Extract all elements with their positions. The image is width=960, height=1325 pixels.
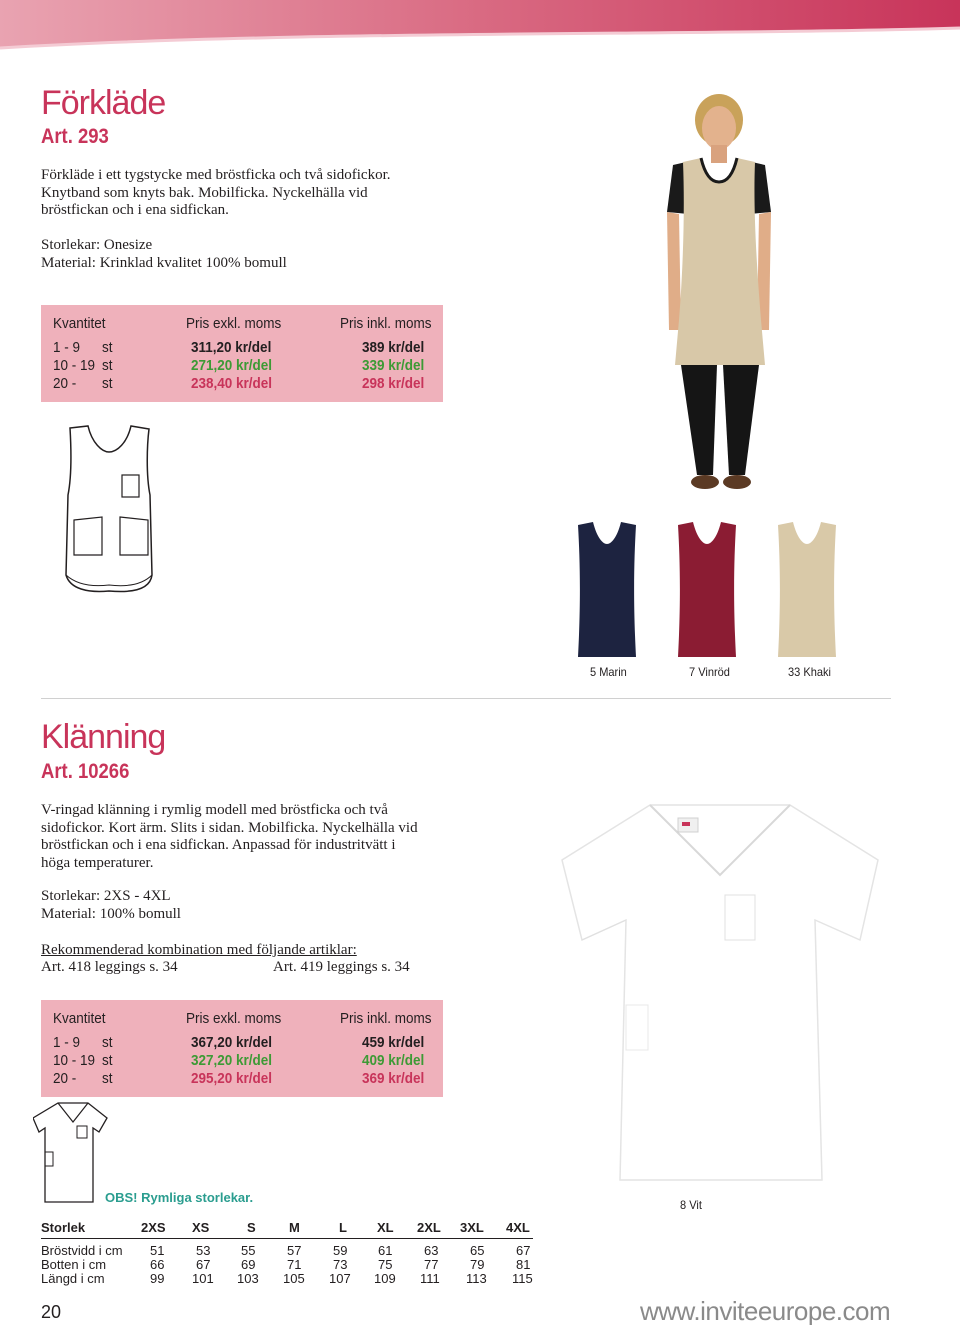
td: 51	[150, 1243, 165, 1258]
td: 101	[192, 1271, 214, 1286]
th: M	[289, 1220, 300, 1235]
top-banner	[0, 0, 960, 60]
page-number: 20	[41, 1302, 62, 1322]
td: 111	[420, 1271, 440, 1286]
td: 66	[150, 1257, 165, 1272]
desc-line: Knytband som knyts bak. Mobilficka. Nyckelhälla vid	[41, 184, 368, 201]
price-excl: 238,40 kr/del	[191, 375, 273, 392]
price-header-row	[41, 315, 443, 333]
th: 2XS	[141, 1220, 166, 1235]
unit: st	[102, 1052, 113, 1069]
apron-sketch	[62, 425, 157, 595]
header-quantity: Kvantitet	[53, 1010, 106, 1027]
th: XL	[377, 1220, 394, 1235]
td: Längd i cm	[41, 1271, 105, 1286]
desc-line: Förkläde i ett tygstycke med bröstficka och två sidofickor.	[41, 167, 391, 183]
apron-article-number: Art. 293	[41, 125, 109, 148]
td: 61	[378, 1243, 393, 1258]
apron-swatch-vinrod	[673, 520, 741, 660]
td: 113	[466, 1271, 487, 1286]
dress-photo	[560, 800, 880, 1185]
header-quantity: Kvantitet	[53, 315, 106, 332]
td: 79	[470, 1257, 485, 1272]
header-price-incl: Pris inkl. moms	[340, 1010, 432, 1027]
color-label-marin: 5 Marin	[590, 665, 627, 679]
td: 77	[424, 1257, 439, 1272]
apron-model-photo	[655, 90, 785, 505]
th: 3XL	[460, 1220, 484, 1235]
header-price-incl: Pris inkl. moms	[340, 315, 432, 332]
dress-title: Klänning	[41, 718, 166, 756]
desc-line: höga temperaturer.	[41, 854, 154, 871]
price-row	[41, 1052, 443, 1070]
td: 57	[287, 1243, 302, 1258]
td: 67	[196, 1257, 211, 1272]
td: 105	[283, 1271, 305, 1286]
unit: st	[102, 339, 113, 356]
combo-item: Art. 418 leggings s. 34	[41, 959, 178, 975]
price-incl: 409 kr/del	[362, 1052, 425, 1069]
td: 53	[196, 1243, 211, 1258]
th: 2XL	[417, 1220, 441, 1235]
desc-line: V-ringad klänning i rymlig modell med bröstficka och två	[41, 802, 388, 818]
price-incl: 369 kr/del	[362, 1070, 425, 1087]
recommend-heading: Rekommenderad kombination med följande artiklar:	[41, 942, 357, 958]
td: 59	[333, 1243, 348, 1258]
unit: st	[102, 357, 113, 374]
td: 115	[512, 1271, 533, 1286]
td: 107	[329, 1271, 351, 1286]
dress-sketch	[33, 1100, 113, 1205]
dress-material: Material: 100% bomull	[41, 905, 181, 922]
td: 69	[241, 1257, 256, 1272]
color-label-khaki: 33 Khaki	[788, 665, 831, 679]
price-excl: 311,20 kr/del	[191, 339, 272, 356]
qty: 1 - 9	[53, 1034, 81, 1051]
th: 4XL	[506, 1220, 530, 1235]
qty: 20 -	[53, 375, 77, 392]
dress-article-number: Art. 10266	[41, 760, 130, 783]
dress-specs	[41, 888, 441, 923]
desc-line: bröstfickan och i ena sidfickan.	[41, 202, 229, 218]
dress-color-label: 8 Vit	[680, 1198, 702, 1212]
combo-item: Art. 419 leggings s. 34	[273, 959, 410, 975]
desc-line: sidofickor. Kort ärm. Slits i sidan. Mobilficka. Nyckelhälla vid	[41, 819, 418, 836]
td: 75	[378, 1257, 393, 1272]
combo-line	[41, 959, 441, 977]
price-row	[41, 357, 443, 375]
th: Storlek	[41, 1220, 86, 1235]
price-row	[41, 1070, 443, 1088]
price-row	[41, 375, 443, 393]
td: 109	[374, 1271, 396, 1286]
qty: 10 - 19	[53, 357, 96, 374]
color-label-vinrod: 7 Vinröd	[689, 665, 730, 679]
td: 63	[424, 1243, 439, 1258]
td: 67	[516, 1243, 531, 1258]
unit: st	[102, 1034, 113, 1051]
apron-description	[41, 167, 441, 220]
td: 71	[287, 1257, 302, 1272]
price-excl: 327,20 kr/del	[191, 1052, 273, 1069]
apron-specs	[41, 237, 441, 272]
unit: st	[102, 1070, 113, 1087]
td: 65	[470, 1243, 485, 1258]
price-incl: 389 kr/del	[362, 339, 425, 356]
desc-line: bröstfickan och i ena sidfickan. Anpassad för industritvätt i	[41, 837, 396, 853]
price-incl: 298 kr/del	[362, 375, 425, 392]
price-excl: 367,20 kr/del	[191, 1034, 273, 1051]
apron-swatch-khaki	[773, 520, 841, 660]
td: 73	[333, 1257, 348, 1272]
dress-price-table	[41, 1000, 443, 1097]
td: 99	[150, 1271, 165, 1286]
qty: 10 - 19	[53, 1052, 96, 1069]
price-incl: 459 kr/del	[362, 1034, 425, 1051]
apron-sizes: Storlekar: Onesize	[41, 237, 153, 253]
apron-material: Material: Krinklad kvalitet 100% bomull	[41, 254, 287, 271]
td: Botten i cm	[41, 1257, 107, 1272]
td: 103	[237, 1271, 259, 1286]
price-header-row	[41, 1010, 443, 1028]
unit: st	[102, 375, 113, 392]
apron-swatch-marin	[573, 520, 641, 660]
website-url: www.inviteeurope.com	[640, 1296, 891, 1325]
qty: 1 - 9	[53, 339, 81, 356]
td: Bröstvidd i cm	[41, 1243, 123, 1258]
size-table-rule	[41, 1238, 533, 1239]
price-excl: 295,20 kr/del	[191, 1070, 273, 1087]
price-row	[41, 1034, 443, 1052]
price-excl: 271,20 kr/del	[191, 357, 273, 374]
header-price-excl: Pris exkl. moms	[186, 1010, 282, 1027]
th: L	[339, 1220, 347, 1235]
price-row	[41, 339, 443, 357]
section-divider	[41, 698, 891, 699]
td: 81	[516, 1257, 531, 1272]
apron-title: Förkläde	[41, 84, 166, 122]
td: 55	[241, 1243, 256, 1258]
th: S	[247, 1220, 256, 1235]
dress-description	[41, 802, 461, 872]
dress-sizes: Storlekar: 2XS - 4XL	[41, 888, 171, 904]
th: XS	[192, 1220, 210, 1235]
qty: 20 -	[53, 1070, 77, 1087]
price-incl: 339 kr/del	[362, 357, 425, 374]
apron-price-table	[41, 305, 443, 402]
obs-note: OBS! Rymliga storlekar.	[105, 1190, 254, 1205]
header-price-excl: Pris exkl. moms	[186, 315, 282, 332]
